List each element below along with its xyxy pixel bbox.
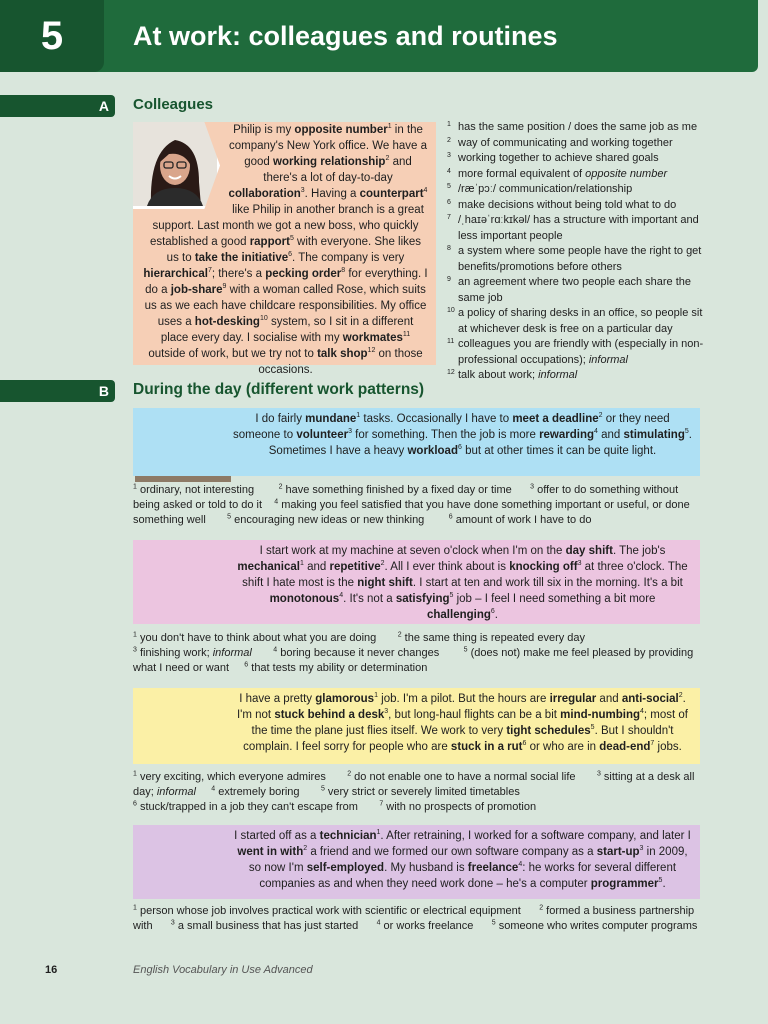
section-b-marker xyxy=(0,380,115,402)
passage-software-entrepreneur xyxy=(133,825,700,899)
unit-title: At work: colleagues and routines xyxy=(133,21,558,51)
definition-item xyxy=(447,182,711,198)
definition-text: way of communicating and working together xyxy=(458,136,673,149)
definition-number: 12 xyxy=(447,369,455,376)
definition-text: /ræˈpɔː/ communication/relationship xyxy=(458,183,633,195)
definition-number: 7 xyxy=(447,214,451,221)
definition-number: 4 xyxy=(447,167,451,175)
definition-text: working together to achieve shared goals xyxy=(458,152,659,164)
definition-text: make decisions without being told what to do xyxy=(458,198,677,211)
definition-item xyxy=(447,244,711,275)
definition-item xyxy=(447,306,711,337)
definition-text: colleagues you are friendly with (especially in non-professional occupations); informal xyxy=(458,338,704,366)
unit-header xyxy=(0,0,758,72)
woman-portrait-photo xyxy=(133,122,220,209)
passage-pilot-text: I have a pretty glamorous$^1$ job. I'm a pilot. But the hours are irregular and anti-social$^2$. I'm not stuck behind a desk$^3$, but long-haul flights can be a bit mind-numbing$^4$; most of the time the plane just flies itself. We work to very tight schedules$^5$. But I shouldn't complain. I feel sorry for people who are stuck in a rut$^6$ or who are in dead-end$^7$ jobs. xyxy=(236,692,689,753)
definition-item xyxy=(447,275,711,306)
definition-item xyxy=(447,151,711,167)
section-b-letter: B xyxy=(98,383,109,399)
definition-text: an agreement where two people each share the same job xyxy=(458,276,691,304)
definition-number: 1 xyxy=(447,121,451,128)
passage-office-worker-text: I do fairly mundane$^1$ tasks. Occasionally I have to meet a deadline$^2$ or they need someone to volunteer$^3$ for something. Then the job is more rewarding$^4$ and stimulating$^5$. Sometimes I have a heavy workload$^6$ but at other times it can be quite light. xyxy=(233,412,692,457)
definition-number: 2 xyxy=(447,136,451,144)
definition-item xyxy=(447,337,711,368)
book-title: English Vocabulary in Use Advanced xyxy=(133,964,313,976)
definition-text: a policy of sharing desks in an office, so people sit at whichever desk is free on a particular day xyxy=(458,307,703,335)
section-a-text: Philip is my opposite number$^1$ in the company's New York office. We have a good working relationship$^2$ and there's a lot of day-to-day collaboration$^3$. Having a counterpart$^4$ like Philip in another branch is a great support. Last month we got a new boss, who quickly established a good rapport$^5$ with everyone. She likes us to take the initiative$^6$. The company is very hierarchical$^7$; there's a pecking order$^8$ for everything. I do a job-share$^9$ with a woman called Rose, which suits us as we each have childcare responsibilities. My office uses a hot-desking$^{10}$ system, so I sit in a different place every day. I socialise with my workmates$^{11}$ outside of work, but we try not to talk shop$^{12}$ on those occasions. xyxy=(143,123,428,376)
passage-office-worker xyxy=(133,408,700,476)
definition-item xyxy=(447,120,711,136)
section-a-passage xyxy=(133,122,436,376)
definition-number: 11 xyxy=(447,338,455,345)
definition-number: 10 xyxy=(447,307,455,314)
definition-item xyxy=(447,368,711,384)
definition-item xyxy=(447,198,711,214)
section-a-definitions xyxy=(447,120,711,384)
definition-number: 5 xyxy=(447,183,451,190)
passage-factory-worker-text: I start work at my machine at seven o'clock when I'm on the day shift. The job's mechanical$^1$ and repetitive$^2$. All I ever think about is knocking off$^3$ at three o'clock. The shift I hate most is the night shift. I start at ten and work till six in the morning. It's a bit monotonous$^4$. It's not a satisfying$^5$ job – I feel I need something a bit more challenging$^6$. xyxy=(237,545,688,621)
passage-software-entrepreneur-glossary: $^1$ person whose job involves practical work with scientific or electrical equipment $^2$ formed a business partnership with $^3$ a small business that has just started $^4$ or works freelance $^5$ someone who writes computer programs xyxy=(133,904,698,932)
definition-text: a system where some people have the right to get benefits/promotions before others xyxy=(458,245,702,273)
section-a-marker xyxy=(0,95,115,117)
page-number: 16 xyxy=(45,964,58,976)
unit-number: 5 xyxy=(40,14,64,58)
definition-text: more formal equivalent of opposite number xyxy=(458,167,668,180)
passage-factory-worker-glossary: $^1$ you don't have to think about what you are doing $^2$ the same thing is repeated every day $^3$ finishing work; informal $^4$ boring because it never changes $^5$ (does not) make me feel pleased by providing what I need or want $^6$ that tests my ability or determination xyxy=(133,631,694,674)
section-a-letter: A xyxy=(98,98,109,114)
definition-number: 3 xyxy=(447,152,451,159)
definition-text: has the same position / does the same job as me xyxy=(458,121,698,133)
definition-number: 8 xyxy=(447,245,451,252)
definition-number: 6 xyxy=(447,198,451,206)
passage-factory-worker xyxy=(133,540,700,624)
definition-text: talk about work; informal xyxy=(458,369,578,381)
section-a-title: Colleagues xyxy=(133,96,214,113)
definition-text: /ˌhaɪəˈrɑːkɪkəl/ has a structure with important and less important people xyxy=(458,214,699,242)
passage-software-entrepreneur-text: I started off as a technician$^1$. After retraining, I worked for a software company, and later I went in with$^2$ a friend and we formed our own software company as a start-$up^3$ in 2009, so now I'm self-employed. My husband is freelance$^4$: he works for several different companies as and when they need work done – he's a computer programmer$^5$. xyxy=(234,829,691,890)
passage-pilot-glossary: $^1$ very exciting, which everyone admires $^2$ do not enable one to have a normal social life $^3$ sitting at a desk all day; informal $^4$ extremely boring $^5$ very strict or severely limited timetables $^6$ stuck/trapped in a job they can't escape from $^7$ with no prospects of promotion xyxy=(133,770,695,813)
passage-office-worker-glossary: $^1$ ordinary, not interesting $^2$ have something finished by a fixed day or time $^3$ offer to do something without being asked or told to do it $^4$ making you feel satisfied that you have done something important or useful, or done something well $^5$ encouraging new ideas or new thinking $^6$ amount of work I have to do xyxy=(133,483,690,526)
section-b-title: During the day (different work patterns) xyxy=(133,381,425,398)
passage-pilot xyxy=(133,688,700,764)
definition-item xyxy=(447,136,711,152)
definition-number: 9 xyxy=(447,276,451,283)
unit-number-box xyxy=(0,0,104,72)
definition-item xyxy=(447,213,711,244)
definition-item xyxy=(447,167,711,183)
